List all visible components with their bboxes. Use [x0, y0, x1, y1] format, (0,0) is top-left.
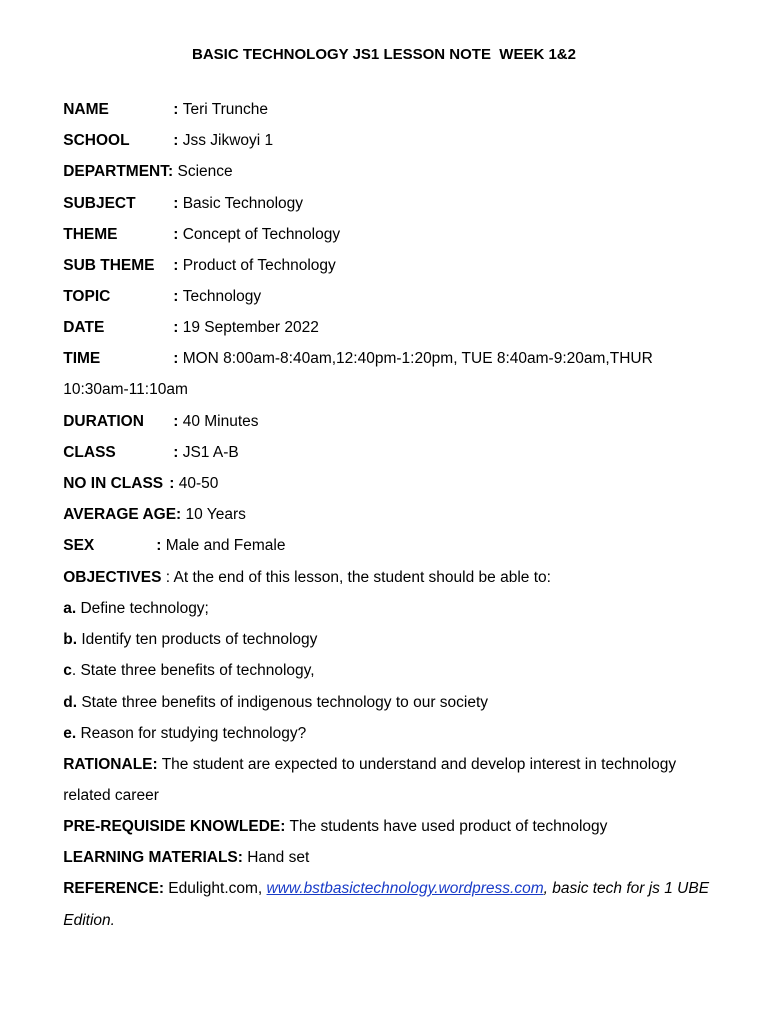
- reference: [46, 859, 709, 919]
- field-label: AVERAGE AGE:: [63, 506, 182, 523]
- field-time: TIME : MON 8:00am-8:40am,12:40pm-1:20pm, TUE 8:40am-9:20am,THUR: [63, 350, 653, 367]
- field-subject: SUBJECT : Basic Technology: [63, 195, 304, 212]
- objective-text: Reason for studying technology?: [76, 725, 307, 742]
- field-label: TIME: [63, 350, 101, 367]
- field-label: CLASS: [63, 444, 116, 461]
- materials-label: LEARNING MATERIALS:: [63, 849, 243, 866]
- field-label: NAME: [63, 101, 109, 118]
- field-value: Concept of Technology: [182, 226, 341, 243]
- field-label: SUBJECT: [63, 195, 136, 212]
- page-title: BASIC TECHNOLOGY JS1 LESSON NOTE WEEK 1&2: [192, 46, 576, 63]
- objective-text: . State three benefits of technology,: [71, 662, 315, 679]
- field-topic: TOPIC : Technology: [63, 288, 262, 305]
- objective-letter: b.: [63, 631, 78, 648]
- objectives-label: OBJECTIVES: [63, 569, 162, 586]
- field-sub-theme: SUB THEME : Product of Technology: [63, 257, 336, 274]
- rationale-label: RATIONALE:: [63, 756, 158, 773]
- objective-text: State three benefits of indigenous technology to our society: [77, 694, 489, 711]
- field-label: NO IN CLASS: [63, 475, 164, 492]
- field-label: SEX: [63, 537, 95, 554]
- reference-text: Edulight.com,: [164, 880, 267, 897]
- field-label: DURATION: [63, 413, 144, 430]
- objective-letter: a.: [63, 600, 77, 617]
- field-value: MON 8:00am-8:40am,12:40pm-1:20pm, TUE 8:40am-9:20am,THUR: [182, 350, 653, 367]
- objective-text: Define technology;: [76, 600, 209, 617]
- field-sex: SEX : Male and Female: [63, 537, 286, 554]
- reference-label: REFERENCE:: [63, 880, 164, 897]
- field-value: Science: [177, 163, 233, 180]
- objective-letter: c: [63, 662, 72, 679]
- objectives-intro: : At the end of this lesson, the student should be able to:: [161, 569, 551, 586]
- field-value: Male and Female: [165, 537, 286, 554]
- field-no-in-class: NO IN CLASS : 40-50: [63, 475, 219, 492]
- field-label: TOPIC: [63, 288, 111, 305]
- field-label: THEME: [63, 226, 118, 243]
- field-school: SCHOOL : Jss Jikwoyi 1: [63, 132, 274, 149]
- field-theme: THEME : Concept of Technology: [63, 226, 341, 243]
- field-value: Teri Trunche: [182, 101, 268, 118]
- field-value: Product of Technology: [182, 257, 336, 274]
- field-duration: DURATION : 40 Minutes: [63, 413, 259, 430]
- field-date: DATE : 19 September 2022: [63, 319, 319, 336]
- field-class: CLASS : JS1 A-B: [63, 444, 239, 461]
- field-label: DATE: [63, 319, 105, 336]
- field-value: 40-50: [178, 475, 219, 492]
- prerequisite-text: The students have used product of technology: [285, 818, 608, 835]
- field-value: Basic Technology: [182, 195, 304, 212]
- reference-link[interactable]: www.bstbasictechnology.wordpress.com: [266, 880, 544, 897]
- objective-text: Identify ten products of technology: [77, 631, 318, 648]
- prerequisite-label: PRE-REQUISIDE KNOWLEDE:: [63, 818, 286, 835]
- rationale-text-continued: related career: [63, 787, 159, 804]
- rationale-text: The student are expected to understand and develop interest in technology: [157, 756, 677, 773]
- objective-letter: d.: [63, 694, 78, 711]
- field-value: Technology: [182, 288, 262, 305]
- field-value: 40 Minutes: [182, 413, 259, 430]
- field-value: Jss Jikwoyi 1: [182, 132, 274, 149]
- objective-letter: e.: [63, 725, 77, 742]
- reference-text-continued: Edition.: [63, 912, 115, 929]
- field-value-continued: 10:30am-11:10am: [63, 381, 188, 398]
- reference-text-after: , basic tech for js 1 UBE: [543, 880, 710, 897]
- field-label: SUB THEME: [63, 257, 155, 274]
- field-name: NAME : Teri Trunche: [63, 101, 268, 118]
- field-value: 10 Years: [185, 506, 246, 523]
- field-value: JS1 A-B: [182, 444, 239, 461]
- field-label: SCHOOL: [63, 132, 130, 149]
- field-value: 19 September 2022: [182, 319, 319, 336]
- field-label: DEPARTMENT:: [63, 163, 174, 180]
- materials-text: Hand set: [242, 849, 310, 866]
- reference-continued: [46, 891, 115, 951]
